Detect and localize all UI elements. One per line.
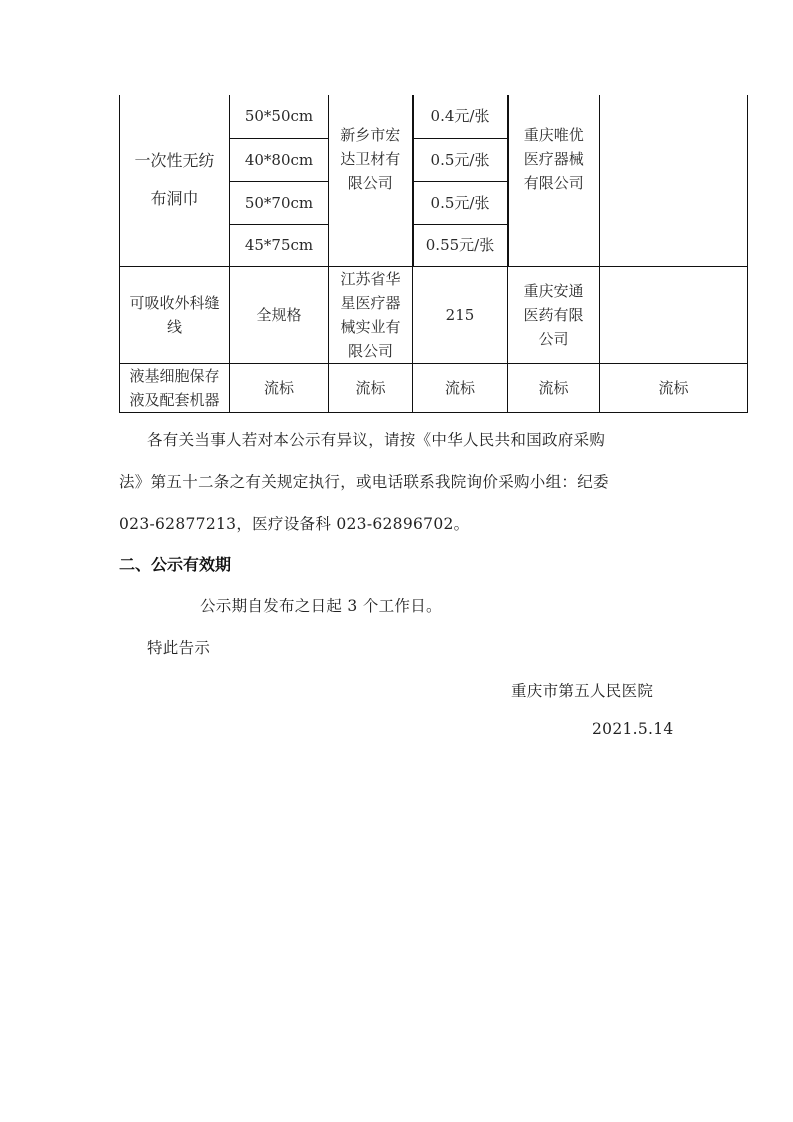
spec-cell bbox=[230, 95, 329, 138]
price-text: 215 bbox=[445, 305, 475, 324]
status-cell bbox=[230, 363, 329, 412]
spec-cell bbox=[230, 138, 329, 181]
price-cell bbox=[413, 138, 508, 181]
item-name: 可吸收外科缝线 bbox=[129, 293, 220, 336]
signature-org: 重庆市第五人民医院 bbox=[511, 682, 654, 700]
status-cell bbox=[329, 363, 413, 412]
status-cell bbox=[600, 363, 748, 412]
item-name: 液基细胞保存液及配套机器 bbox=[129, 366, 220, 409]
item-name-cell bbox=[120, 266, 230, 363]
notice-line-1: 各有关当事人若对本公示有异议，请按《中华人民共和国政府采购 bbox=[147, 431, 606, 449]
price-text: 0.4元/张 bbox=[430, 107, 490, 126]
notice-line-3: 023-62877213，医疗设备科 023-62896702。 bbox=[119, 515, 470, 533]
spec-text: 45*75cm bbox=[244, 236, 314, 254]
spec-text: 40*80cm bbox=[244, 150, 314, 169]
procurement-table bbox=[119, 95, 748, 413]
price-text: 0.5元/张 bbox=[430, 193, 490, 212]
spec-cell bbox=[230, 181, 329, 224]
closing-text: 特此告示 bbox=[147, 639, 211, 657]
price-text: 0.5元/张 bbox=[430, 150, 490, 169]
spec-text: 全规格 bbox=[256, 305, 302, 324]
supplier-cell bbox=[508, 266, 600, 363]
item-name-cell bbox=[120, 95, 230, 266]
status-text: 流标 bbox=[355, 378, 386, 397]
remark-cell bbox=[600, 95, 748, 266]
spec-cell bbox=[230, 224, 329, 266]
supplier-cell bbox=[508, 95, 600, 266]
period-text: 公示期自发布之日起 3 个工作日。 bbox=[200, 597, 442, 615]
supplier-text: 重庆安通医药有限公司 bbox=[523, 281, 584, 348]
status-text: 流标 bbox=[538, 378, 569, 397]
signature-date: 2021.5.14 bbox=[592, 720, 674, 738]
status-cell bbox=[508, 363, 600, 412]
remark-cell bbox=[600, 266, 748, 363]
price-cell bbox=[413, 224, 508, 266]
manufacturer-text: 江苏省华星医疗器械实业有限公司 bbox=[340, 269, 401, 360]
supplier-text: 重庆唯优医疗器械有限公司 bbox=[523, 126, 584, 192]
status-text: 流标 bbox=[263, 378, 294, 397]
status-text: 流标 bbox=[658, 378, 689, 397]
price-cell bbox=[413, 95, 508, 138]
manufacturer-cell bbox=[329, 266, 413, 363]
spec-text: 50*50cm bbox=[244, 107, 314, 126]
spec-cell bbox=[230, 266, 329, 363]
section-heading: 二、公示有效期 bbox=[119, 555, 232, 574]
price-cell bbox=[413, 181, 508, 224]
item-name: 一次性无纺布洞巾 bbox=[134, 151, 215, 209]
item-name-cell bbox=[120, 363, 230, 412]
status-text: 流标 bbox=[444, 378, 475, 397]
price-cell bbox=[413, 266, 508, 363]
price-text: 0.55元/张 bbox=[425, 236, 495, 254]
spec-text: 50*70cm bbox=[244, 193, 314, 212]
manufacturer-text: 新乡市宏达卫材有限公司 bbox=[340, 126, 401, 192]
notice-line-2: 法》第五十二条之有关规定执行，或电话联系我院询价采购小组：纪委 bbox=[119, 473, 609, 491]
manufacturer-cell bbox=[329, 95, 413, 266]
status-cell bbox=[413, 363, 508, 412]
